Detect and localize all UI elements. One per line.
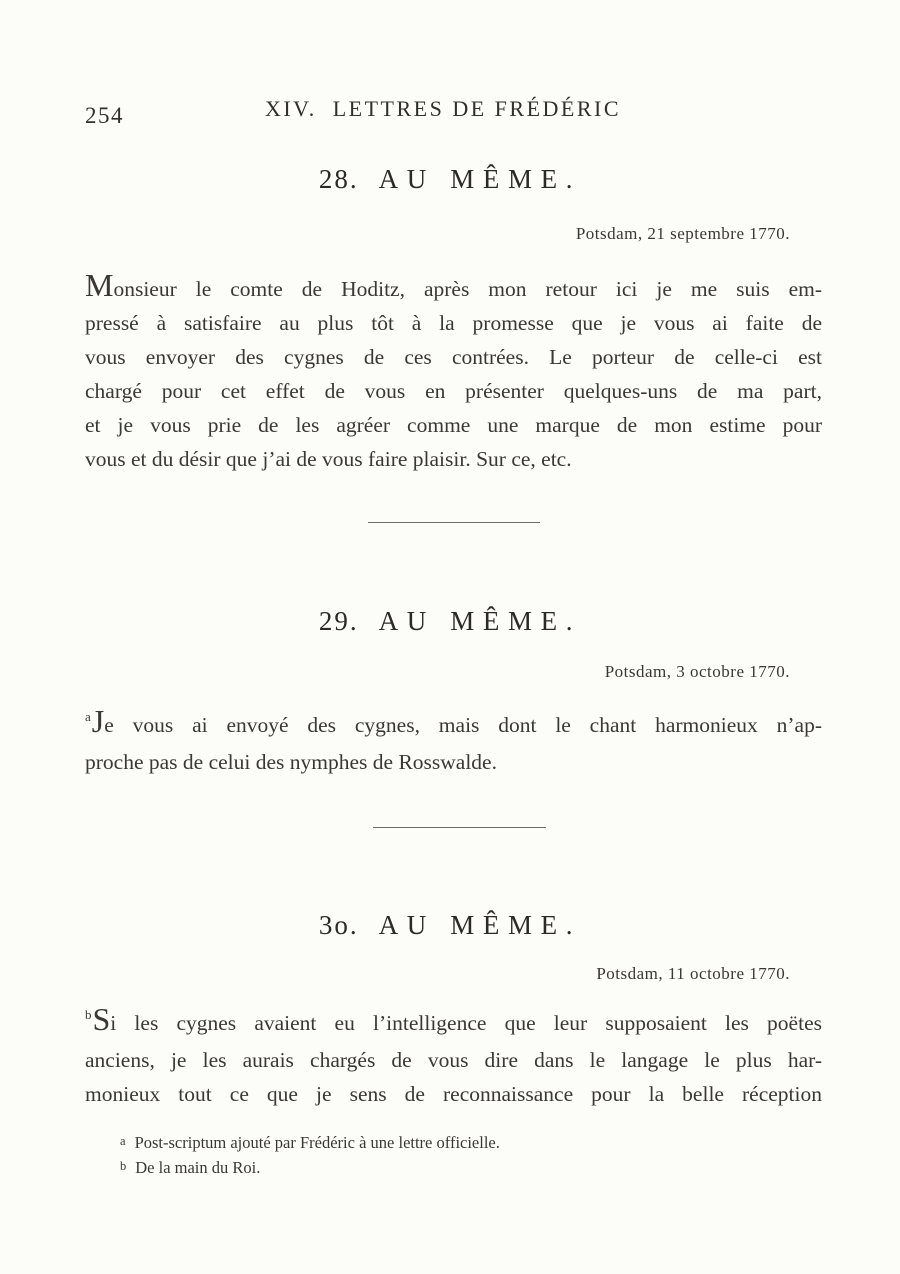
letter-29-body xyxy=(85,703,822,779)
section-divider xyxy=(368,522,540,523)
letter-28-heading xyxy=(0,164,900,195)
body-line: proche pas de celui des nymphes de Rosswalde. xyxy=(85,750,497,774)
body-line: anciens, je les aurais chargés de vous dire dans le langage le plus har- xyxy=(85,1048,822,1072)
letter-30-dateline: Potsdam, 11 octobre 1770. xyxy=(596,964,790,983)
body-line: et je vous prie de les agréer comme une marque de mon estime pour xyxy=(85,413,822,437)
letter-28-number: 28. xyxy=(318,164,359,194)
body-line: monieux tout ce que je sens de reconnaissance pour la belle réception xyxy=(85,1082,822,1106)
body-line xyxy=(85,1001,822,1043)
letter-28-dateline: Potsdam, 21 septembre 1770. xyxy=(575,224,790,243)
footnote-marker: a xyxy=(120,1134,126,1148)
footnote-marker-inline: b xyxy=(85,1007,92,1022)
letter-30-title: AU MÊME. xyxy=(378,910,582,940)
footnote xyxy=(120,1131,780,1156)
running-header-chapter: XIV. xyxy=(264,96,317,121)
body-line: vous et du désir que j’ai de vous faire plaisir. Sur ce, etc. xyxy=(85,447,572,471)
footnote-text: De la main du Roi. xyxy=(135,1158,261,1177)
body-line xyxy=(85,267,822,306)
body-line-text: e vous ai envoyé des cygnes, mais dont le chant harmonieux n’ap- xyxy=(104,713,822,737)
letter-29-heading xyxy=(0,606,900,637)
footnote-marker-inline: a xyxy=(85,709,91,724)
letter-29-dateline: Potsdam, 3 octobre 1770. xyxy=(604,662,790,681)
letter-28-title: AU MÊME. xyxy=(378,164,582,194)
body-line: pressé à satisfaire au plus tôt à la promesse que je vous ai faite de xyxy=(85,311,822,335)
body-line xyxy=(85,703,822,745)
body-line-text: i les cygnes avaient eu l’intelligence que leur supposaient les poëtes xyxy=(110,1011,822,1035)
footnote-text: Post-scriptum ajouté par Frédéric à une lettre officielle. xyxy=(134,1133,500,1152)
drop-initial: S xyxy=(92,1001,111,1037)
letter-30-body xyxy=(85,1001,822,1111)
footnotes xyxy=(120,1131,780,1181)
body-line: chargé pour cet effet de vous en présenter quelques-uns de ma part, xyxy=(85,379,822,403)
page-number: 254 xyxy=(85,103,124,128)
letter-29-title: AU MÊME. xyxy=(378,606,582,636)
section-divider xyxy=(373,827,546,828)
letter-28-body xyxy=(85,267,822,476)
body-line: vous envoyer des cygnes de ces contrées. Le porteur de celle-ci est xyxy=(85,345,822,369)
letter-30-number: 3o. xyxy=(318,910,359,940)
footnote xyxy=(120,1156,780,1181)
running-header-title: LETTRES DE FRÉDÉRIC xyxy=(332,96,622,121)
footnote-marker: b xyxy=(120,1159,127,1173)
drop-initial: M xyxy=(85,267,114,303)
letter-29-number: 29. xyxy=(318,606,359,636)
drop-initial: J xyxy=(91,703,105,739)
running-header xyxy=(0,96,886,122)
letter-30-heading xyxy=(0,910,900,941)
body-line-text: onsieur le comte de Hoditz, après mon retour ici je me suis em- xyxy=(113,277,822,301)
